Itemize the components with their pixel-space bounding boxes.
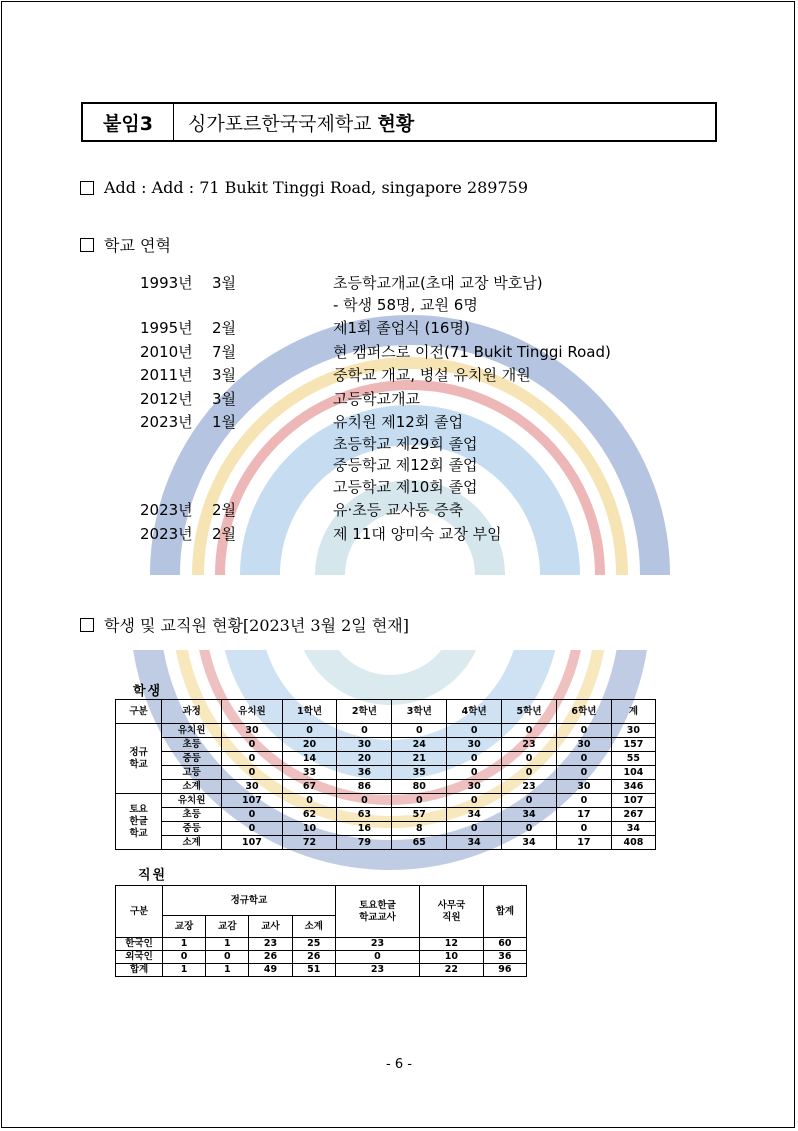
table-cell: 0 (447, 766, 502, 780)
table-cell: 107 (611, 794, 655, 808)
table-cell: 30 (611, 724, 655, 738)
table-cell: 25 (292, 938, 335, 951)
table-header-row (116, 886, 527, 916)
table-cell: 12 (420, 938, 484, 951)
history-month: 2월 (212, 524, 237, 543)
table-cell: 0 (447, 752, 502, 766)
table-cell: 34 (447, 836, 502, 850)
status-heading (80, 613, 409, 636)
table-cell: 107 (222, 836, 282, 850)
table-header-cell: 6학년 (556, 700, 611, 724)
table-cell: 26 (249, 951, 292, 964)
table-cell: 소계 (162, 836, 222, 850)
history-year: 2011년 (140, 366, 193, 384)
table-cell: 0 (556, 822, 611, 836)
table-row (116, 836, 656, 850)
table-cell: 16 (337, 822, 392, 836)
table-cell: 0 (282, 794, 337, 808)
table-cell: 62 (282, 808, 337, 822)
table-cell: 51 (292, 964, 335, 977)
table-cell: 17 (556, 836, 611, 850)
table-cell: 0 (392, 724, 447, 738)
table-cell: 408 (611, 836, 655, 850)
table-cell: 1 (163, 938, 206, 951)
table-cell: 0 (502, 766, 557, 780)
table-header-cell: 5학년 (502, 700, 557, 724)
table-cell: 0 (502, 752, 557, 766)
table-cell: 104 (611, 766, 655, 780)
table-cell: 49 (249, 964, 292, 977)
staff-caption: 직원 (138, 868, 168, 883)
page-title (174, 109, 414, 136)
table-cell: 80 (392, 780, 447, 794)
table-header-cell: 교장 (163, 916, 206, 938)
table-cell: 10 (282, 822, 337, 836)
table-row (116, 951, 527, 964)
checkbox-icon (80, 181, 94, 195)
checkbox-icon (80, 238, 94, 252)
history-year: 1995년 (140, 319, 193, 337)
table-cell: 30 (222, 724, 282, 738)
table-header-cell: 교사 (249, 916, 292, 938)
table-header-cell: 3학년 (392, 700, 447, 724)
table-cell: 21 (392, 752, 447, 766)
history-year: 2010년 (140, 342, 193, 361)
table-cell: 35 (392, 766, 447, 780)
school-name: 싱가포르한국국제학교 (188, 112, 372, 135)
address-line (80, 178, 528, 197)
staff-table (115, 885, 527, 977)
table-cell: 0 (447, 794, 502, 808)
table-row (116, 938, 527, 951)
history-event: 초등학교개교(초대 교장 박호남) (333, 274, 543, 292)
status-heading-text: 학생 및 교직원 현황[2023년 3월 2일 현재] (104, 616, 410, 635)
history-heading (80, 233, 171, 256)
table-cell: 8 (392, 822, 447, 836)
table-cell: 0 (222, 752, 282, 766)
table-cell: 0 (556, 724, 611, 738)
address-text: Add : Add : 71 Bukit Tinggi Road, singapore 289759 (104, 178, 529, 197)
table-cell: 0 (337, 794, 392, 808)
table-header-cell: 토요한글 학교교사 (335, 886, 419, 938)
table-header-cell: 구분 (116, 886, 163, 938)
history-month: 3월 (212, 389, 237, 408)
history-heading-text: 학교 연혁 (104, 236, 171, 255)
table-cell: 67 (282, 780, 337, 794)
table-header-cell: 1학년 (282, 700, 337, 724)
table-cell: 0 (222, 738, 282, 752)
history-event: 현 캠퍼스로 이전(71 Bukit Tinggi Road) (333, 342, 611, 361)
table-cell: 30 (447, 738, 502, 752)
table-cell: 22 (420, 964, 484, 977)
table-cell: 30 (447, 780, 502, 794)
table-cell: 합계 (116, 964, 163, 977)
table-cell: 0 (206, 951, 249, 964)
table-header-cell: 소계 (292, 916, 335, 938)
history-event: 초등학교 제29회 졸업 (333, 434, 478, 453)
table-cell: 중등 (162, 752, 222, 766)
table-row (116, 766, 656, 780)
history-event: 중학교 개교, 병설 유치원 개원 (333, 366, 531, 384)
table-row (116, 724, 656, 738)
history-year: 2023년 (140, 501, 193, 519)
table-cell: 외국인 (116, 951, 163, 964)
table-cell: 초등 (162, 738, 222, 752)
table-cell: 0 (282, 724, 337, 738)
students-caption: 학생 (133, 684, 163, 699)
history-month: 2월 (212, 501, 237, 519)
table-cell: 0 (222, 808, 282, 822)
table-cell: 0 (163, 951, 206, 964)
table-cell: 20 (282, 738, 337, 752)
table-header-cell: 구분 (116, 700, 162, 724)
table-cell: 0 (222, 822, 282, 836)
table-cell: 10 (420, 951, 484, 964)
table-row (116, 752, 656, 766)
history-event: 제 11대 양미숙 교장 부임 (333, 524, 502, 543)
table-cell: 유치원 (162, 724, 222, 738)
history-year: 2012년 (140, 389, 193, 408)
table-header-cell: 유치원 (222, 700, 282, 724)
table-cell: 0 (556, 752, 611, 766)
table-cell: 72 (282, 836, 337, 850)
history-event: 유·초등 교사동 증축 (333, 501, 464, 519)
table-cell: 0 (392, 794, 447, 808)
table-row (116, 808, 656, 822)
table-cell: 0 (502, 822, 557, 836)
page-number: - 6 - (386, 1057, 412, 1072)
history-event: - 학생 58명, 교원 6명 (333, 295, 478, 314)
table-cell: 23 (502, 780, 557, 794)
history-month: 7월 (212, 342, 237, 361)
table-cell: 1 (206, 964, 249, 977)
table-cell: 34 (502, 836, 557, 850)
history-event: 고등학교 제10회 졸업 (333, 477, 478, 496)
checkbox-icon (80, 618, 94, 632)
table-cell: 23 (502, 738, 557, 752)
table-cell: 107 (222, 794, 282, 808)
table-cell: 96 (483, 964, 526, 977)
table-cell: 79 (337, 836, 392, 850)
table-cell: 60 (483, 938, 526, 951)
table-cell: 26 (292, 951, 335, 964)
table-header-cell: 합계 (483, 886, 526, 938)
table-cell: 0 (447, 822, 502, 836)
table-cell: 36 (483, 951, 526, 964)
history-month: 1월 (212, 413, 237, 431)
table-cell: 소계 (162, 780, 222, 794)
table-cell: 0 (447, 724, 502, 738)
table-cell: 0 (502, 724, 557, 738)
table-header-cell: 과정 (162, 700, 222, 724)
table-cell: 157 (611, 738, 655, 752)
table-cell: 55 (611, 752, 655, 766)
history-month: 3월 (212, 366, 237, 384)
history-event: 고등학교개교 (333, 389, 420, 408)
table-cell: 57 (392, 808, 447, 822)
table-header-cell: 정규학교 (163, 886, 336, 916)
table-cell: 초등 (162, 808, 222, 822)
history-month: 3월 (212, 274, 237, 292)
table-header-cell: 2학년 (337, 700, 392, 724)
table-cell: 33 (282, 766, 337, 780)
history-event: 제1회 졸업식 (16명) (333, 319, 470, 337)
table-cell: 17 (556, 808, 611, 822)
students-table (115, 699, 656, 850)
table-cell: 34 (611, 822, 655, 836)
attachment-label: 붙임3 (83, 104, 174, 140)
table-cell: 1 (206, 938, 249, 951)
table-cell: 267 (611, 808, 655, 822)
table-cell: 63 (337, 808, 392, 822)
table-cell: 24 (392, 738, 447, 752)
table-cell: 1 (163, 964, 206, 977)
table-cell: 0 (335, 951, 419, 964)
table-cell: 30 (337, 738, 392, 752)
history-event: 중등학교 제12회 졸업 (333, 456, 478, 474)
table-cell: 23 (249, 938, 292, 951)
group-cell: 토요 한글 학교 (116, 794, 162, 850)
table-cell: 중등 (162, 822, 222, 836)
table-cell: 0 (556, 766, 611, 780)
table-cell: 34 (502, 808, 557, 822)
table-cell: 고등 (162, 766, 222, 780)
history-year: 1993년 (140, 274, 193, 292)
table-cell: 86 (337, 780, 392, 794)
table-row (116, 780, 656, 794)
group-cell: 정규 학교 (116, 724, 162, 794)
table-cell: 65 (392, 836, 447, 850)
table-header-row (116, 700, 656, 724)
table-cell: 23 (335, 938, 419, 951)
table-cell: 23 (335, 964, 419, 977)
title-box (81, 102, 717, 142)
history-event: 유치원 제12회 졸업 (333, 413, 464, 431)
table-cell: 34 (447, 808, 502, 822)
table-cell: 0 (556, 794, 611, 808)
table-header-cell: 계 (611, 700, 655, 724)
table-cell: 0 (337, 724, 392, 738)
history-month: 2월 (212, 319, 237, 337)
table-cell: 20 (337, 752, 392, 766)
table-row (116, 822, 656, 836)
table-cell: 30 (222, 780, 282, 794)
table-header-cell: 4학년 (447, 700, 502, 724)
table-header-cell: 사무국 직원 (420, 886, 484, 938)
table-cell: 14 (282, 752, 337, 766)
table-row (116, 964, 527, 977)
table-cell: 346 (611, 780, 655, 794)
table-header-cell: 교감 (206, 916, 249, 938)
table-row (116, 738, 656, 752)
table-cell: 유치원 (162, 794, 222, 808)
table-row (116, 794, 656, 808)
table-cell: 0 (502, 794, 557, 808)
title-suffix: 현황 (377, 112, 415, 135)
history-year: 2023년 (140, 413, 193, 431)
history-year: 2023년 (140, 524, 193, 543)
table-cell: 0 (222, 766, 282, 780)
table-cell: 30 (556, 780, 611, 794)
table-cell: 한국인 (116, 938, 163, 951)
table-cell: 30 (556, 738, 611, 752)
table-cell: 36 (337, 766, 392, 780)
